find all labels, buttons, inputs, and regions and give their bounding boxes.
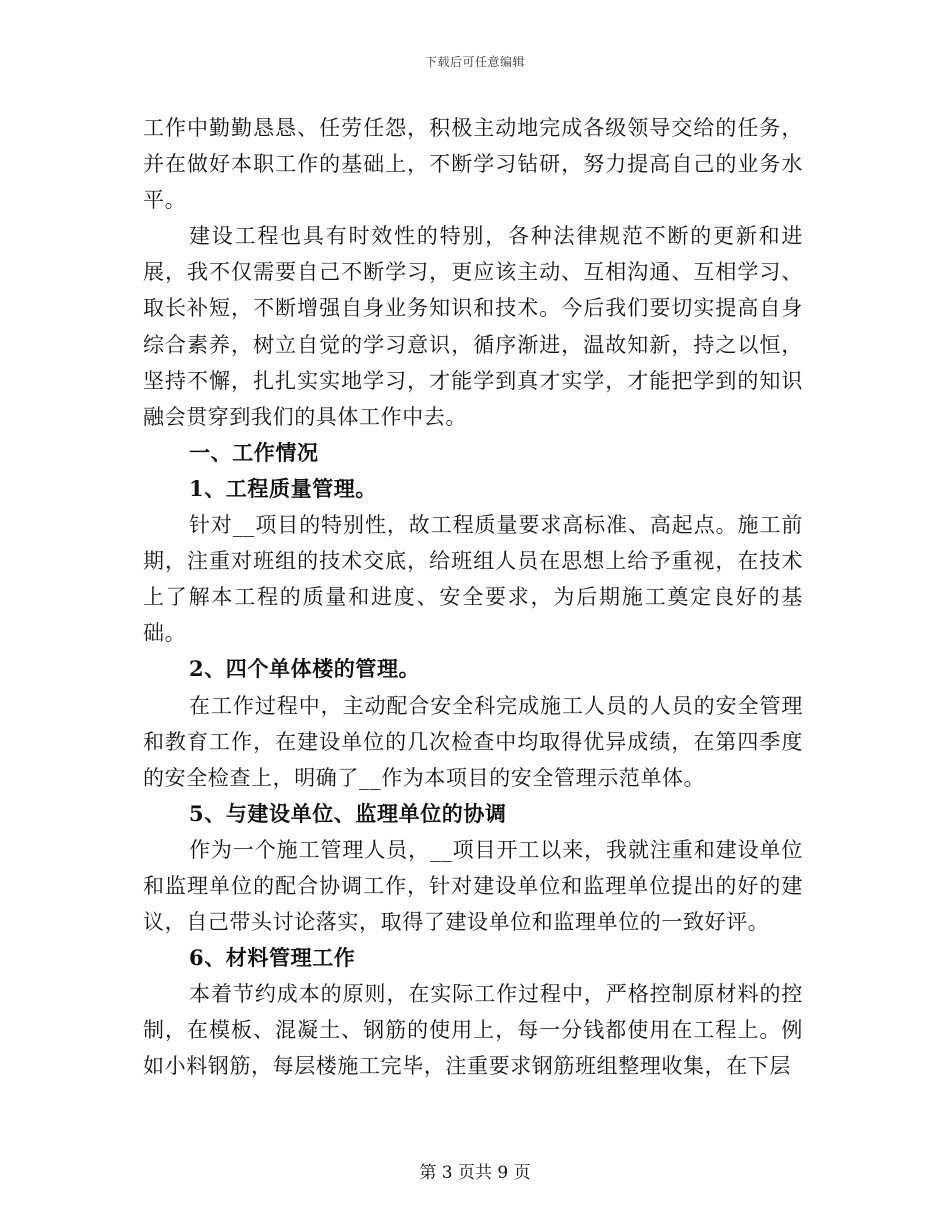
paragraph-1: 工作中勤勤恳恳、任劳任怨，积极主动地完成各级领导交给的任务，并在做好本职工作的基础上，不断学习钻研，努力提高自己的业务水平。	[143, 116, 803, 213]
paragraph-coordination: 作为一个施工管理人员，__项目开工以来，我就注重和建设单位和监理单位的配合协调工作，针对建设单位和监理单位提出的好的建议，自己带头讨论落实，取得了建设单位和监理单位的一致好评。	[143, 837, 803, 935]
subheading-materials: 6、材料管理工作	[189, 945, 356, 971]
subheading-coordination: 5、与建设单位、监理单位的协调	[189, 800, 507, 826]
page-footer: 第 3 页共 9 页	[419, 1163, 531, 1183]
subheading-quality-management: 1、工程质量管理。	[189, 475, 378, 501]
page-header: 下载后可任意编辑	[424, 55, 525, 69]
paragraph-quality: 针对__项目的特别性，故工程质量要求高标准、高起点。施工前期，注重对班组的技术交底，给班组人员在思想上给予重视，在技术上了解本工程的质量和进度、安全要求，为后期施工奠定良好的基础。	[143, 513, 803, 646]
paragraph-building: 在工作过程中，主动配合安全科完成施工人员的人员的安全管理和教育工作，在建设单位的几次检查中均取得优异成绩，在第四季度的安全检查上，明确了__作为本项目的安全管理示范单体。	[143, 693, 803, 790]
document-body	[143, 110, 803, 1085]
paragraph-2: 建设工程也具有时效性的特别，各种法律规范不断的更新和进展，我不仅需要自己不断学习，更应该主动、互相沟通、互相学习、取长补短，不断增强自身业务知识和技术。今后我们要切实提高自身综合素养，树立自觉的学习意识，循序渐进，温故知新，持之以恒，坚持不懈，扎扎实实地学习，才能学到真才实学，才能把学到的知识融会贯穿到我们的具体工作中去。	[143, 224, 803, 429]
paragraph-materials: 本着节约成本的原则，在实际工作过程中，严格控制原材料的控制，在模板、混凝土、钢筋的使用上，每一分钱都使用在工程上。例如小料钢筋，每层楼施工完毕，注重要求钢筋班组整理收集，在下层	[143, 982, 803, 1079]
section-heading-work-status: 一、工作情况	[189, 439, 319, 465]
subheading-building-management: 2、四个单体楼的管理。	[189, 656, 421, 682]
